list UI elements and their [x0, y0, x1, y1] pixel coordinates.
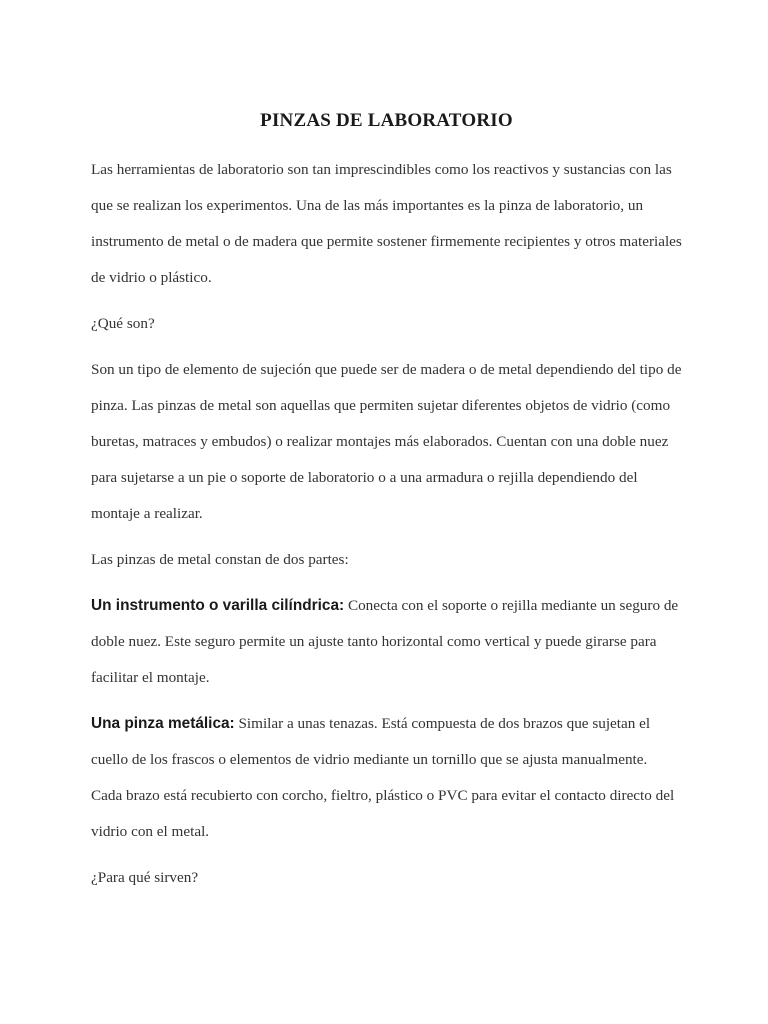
question-what-for: ¿Para qué sirven?: [91, 869, 199, 886]
part-rod-paragraph: [91, 588, 682, 696]
intro-paragraph: Las herramientas de laboratorio son tan imprescindibles como los reactivos y sustancias con las que se realizan los experimentos. Una de las más importantes es la pinza de laboratorio, un instrumento de metal o de madera que permite sostener firmemente recipientes y otros materiales de vidrio o plástico.: [91, 161, 682, 286]
definition-paragraph: Son un tipo de elemento de sujeción que puede ser de madera o de metal dependiendo del tipo de pinza. Las pinzas de metal son aquellas que permiten sujetar diferentes objetos de vidrio (como buretas, matraces y embudos) o realizar montajes más elaborados. Cuentan con una doble nuez para sujetarse a un pie o soporte de laboratorio o a una armadura o rejilla dependiendo del montaje a realizar.: [91, 361, 682, 522]
parts-intro-paragraph: Las pinzas de metal constan de dos partes:: [91, 551, 349, 568]
part-clamp-label: Una pinza metálica:: [91, 715, 235, 732]
part-rod-text: Conecta con el soporte o rejilla mediante un seguro de doble nuez. Este seguro permite un ajuste tanto horizontal como vertical y puede girarse para facilitar el montaje.: [91, 597, 679, 686]
question-what-are-they: ¿Qué son?: [91, 315, 155, 332]
part-rod-label: Un instrumento o varilla cilíndrica:: [91, 597, 345, 614]
document-title: PINZAS DE LABORATORIO: [260, 110, 513, 131]
part-clamp-text: Similar a unas tenazas. Está compuesta de dos brazos que sujetan el cuello de los frascos o elementos de vidrio mediante un tornillo que se ajusta manualmente. Cada brazo está recubierto con corcho, fieltro, plástico o PVC para evitar el contacto directo del vidrio con el metal.: [91, 715, 675, 840]
part-clamp-paragraph: [91, 706, 682, 850]
